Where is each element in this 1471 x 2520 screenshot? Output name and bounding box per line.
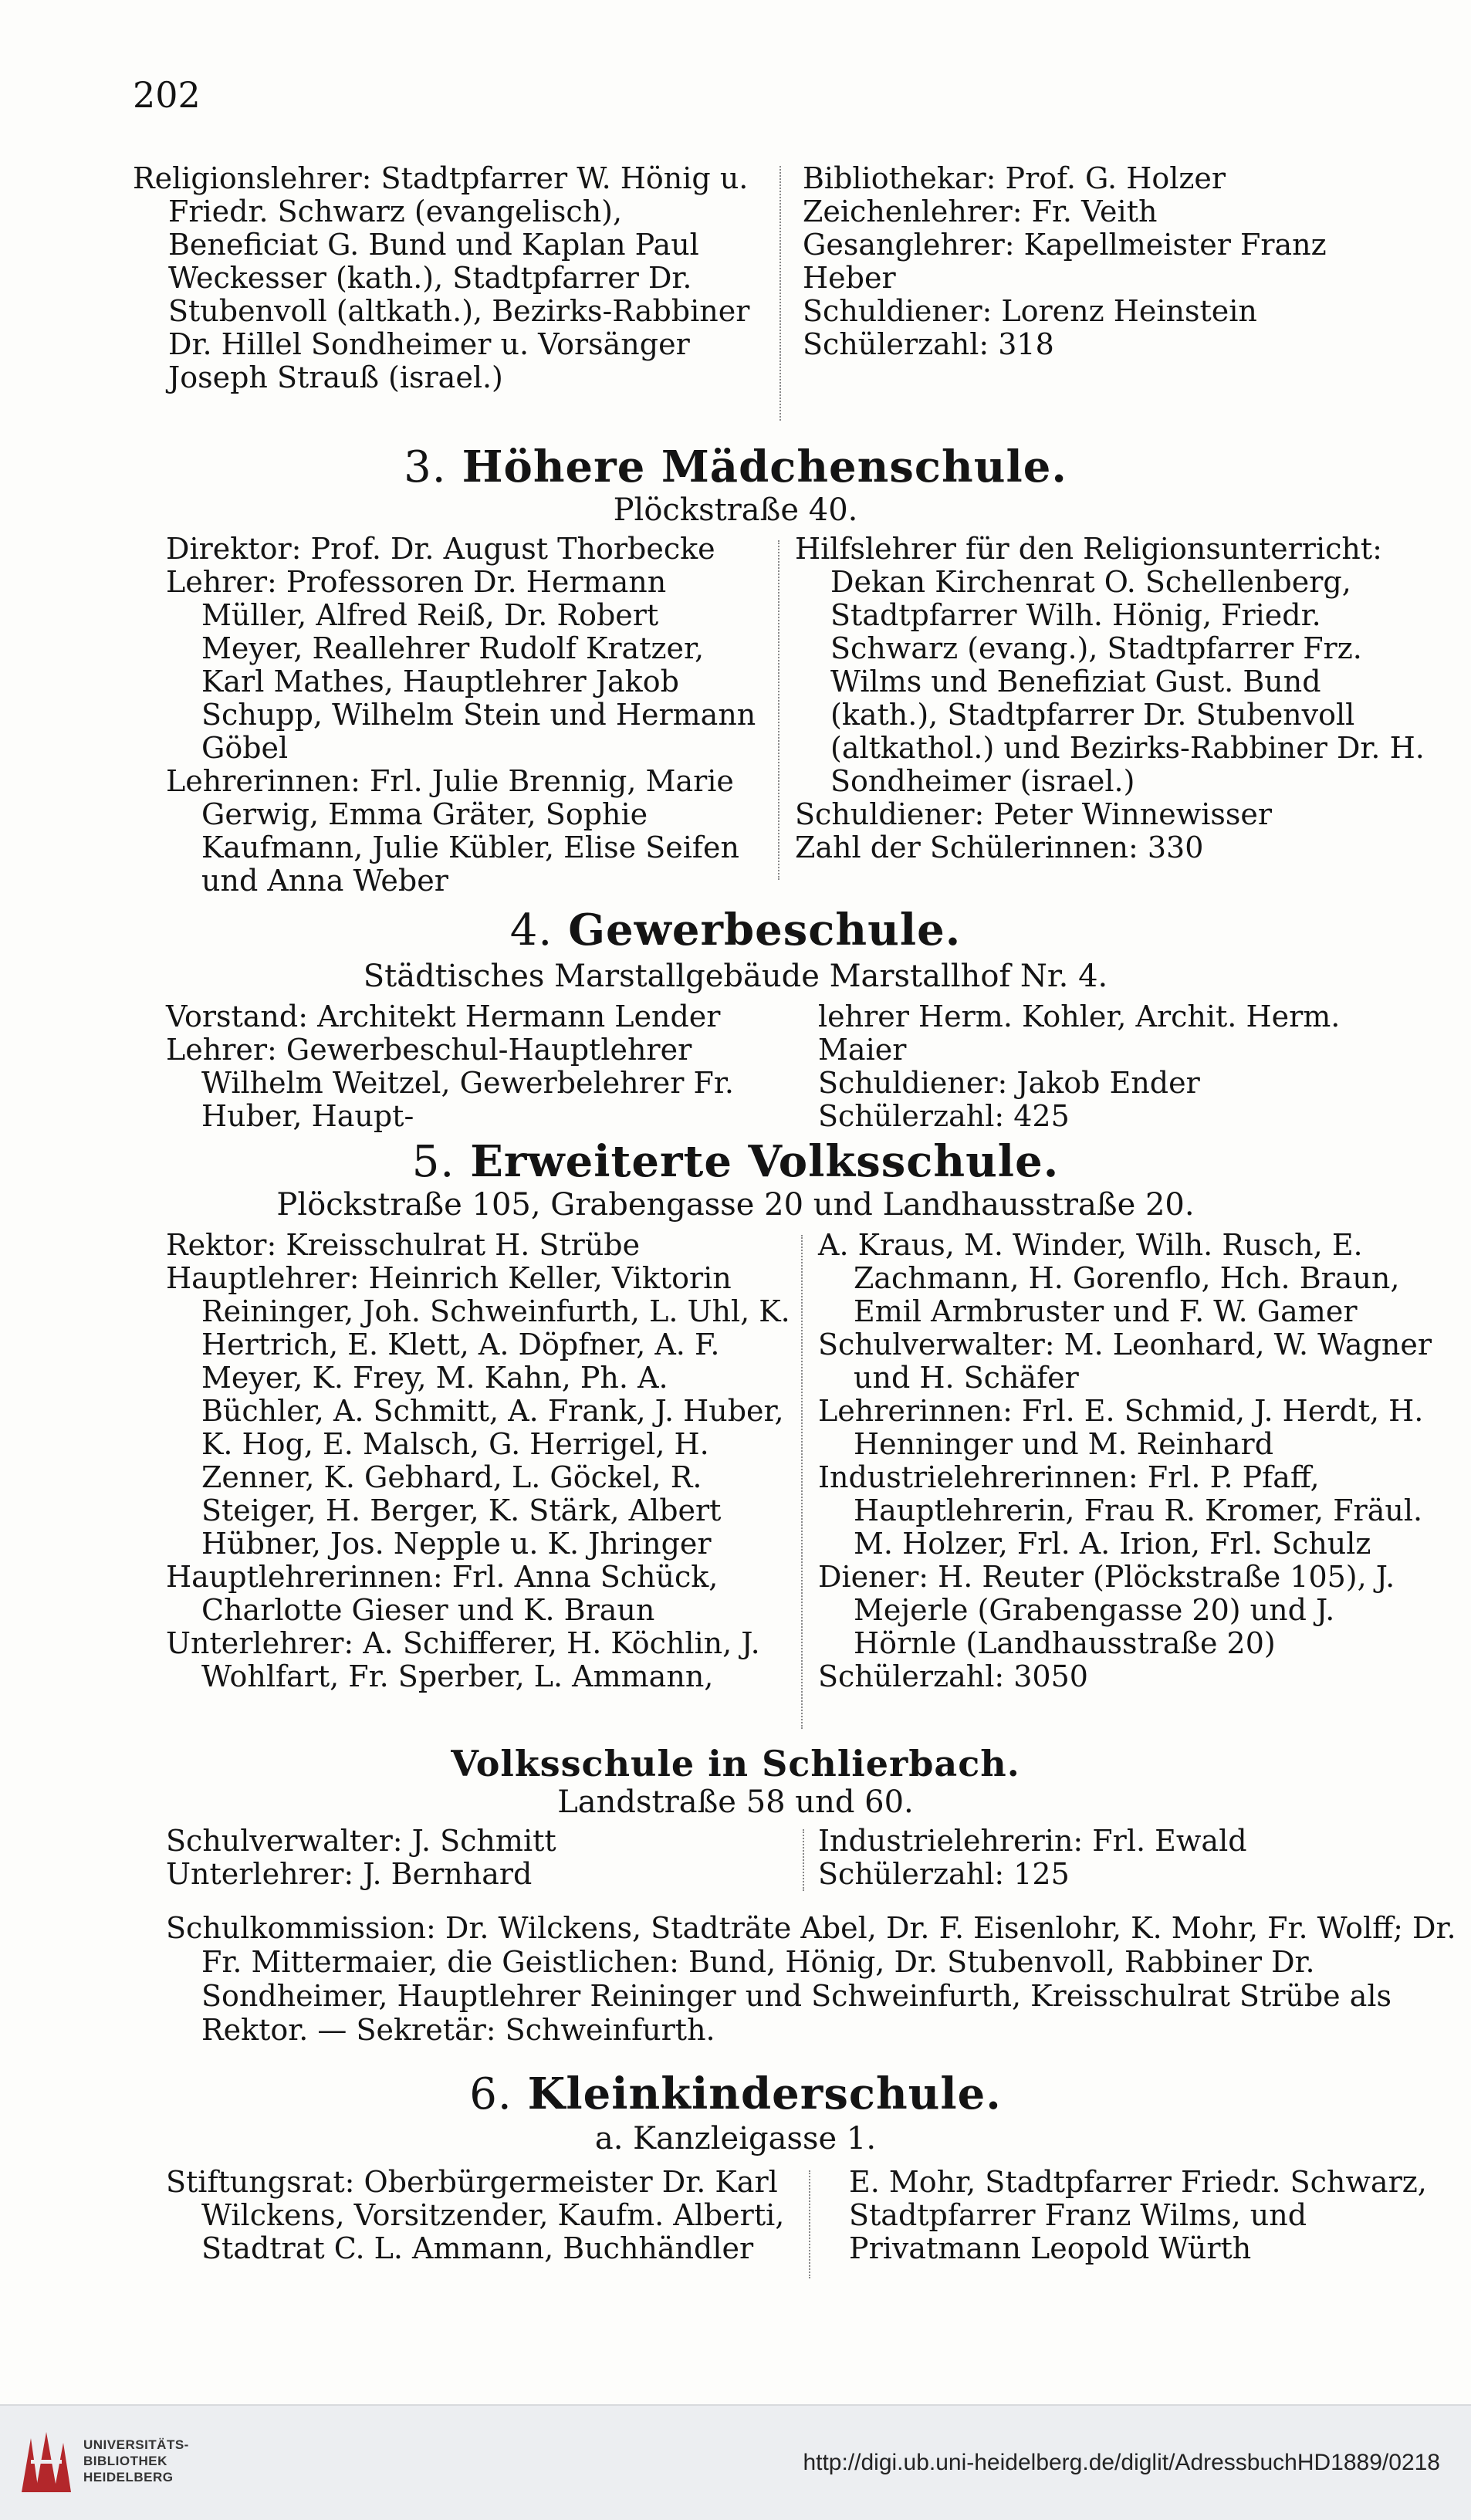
- entry: Lehrerinnen: Frl. Julie Brennig, Marie Gerwig, Emma Gräter, Sophie Kaufmann, Julie Kübler, Elise Seifen und Anna Weber: [166, 764, 739, 898]
- entry: Schülerzahl: 3050: [818, 1659, 1088, 1693]
- subsection-address-schlierbach: Landstraße 58 und 60.: [557, 1784, 914, 1820]
- column-divider: [801, 1235, 803, 1729]
- top-right-column: [803, 162, 1420, 361]
- entry: lehrer Herm. Kohler, Archit. Herm. Maier: [818, 1000, 1341, 1067]
- entry: Stiftungsrat: Oberbürgermeister Dr. Karl Wilckens, Vorsitzender, Kaufm. Alberti, Stadtrat C. L. Ammann, Buchhändler: [166, 2165, 785, 2265]
- entry: Unterlehrer: A. Schifferer, H. Köchlin, J. Wohlfart, Fr. Sperber, L. Ammann,: [166, 1626, 760, 1693]
- schulkommission-paragraph: Schulkommission: Dr. Wilckens, Stadträte Abel, Dr. F. Eisenlohr, K. Mohr, Fr. Wolff; Dr. Fr. Mittermaier, die Geistlichen: Bund, Hönig, Dr. Stubenvoll, Rabbiner Dr. Sondheimer, Hauptlehrer Reininger und Schweinfurth, Kreisschulrat Strübe als Rektor. — Sekretär: Schweinfurth.: [166, 1911, 1456, 2047]
- entry: Schulverwalter: M. Leonhard, W. Wagner und H. Schäfer: [818, 1328, 1432, 1395]
- entry: Industrielehrerin: Frl. Ewald: [818, 1824, 1247, 1858]
- entry: Vorstand: Architekt Hermann Lender: [166, 1000, 721, 1033]
- top-left-column: [133, 162, 773, 394]
- entry: Religionslehrer: Stadtpfarrer W. Hönig u. Friedr. Schwarz (evangelisch), Beneficiat G. Bund und Kaplan Paul Weckesser (kath.), Stadtpfarrer Dr. Stubenvoll (altkath.), Bezirks-Rabbiner Dr. Hillel Sondheimer u. Vorsänger Joseph Strauß (israel.): [133, 161, 750, 394]
- entry: Hauptlehrerinnen: Frl. Anna Schück, Charlotte Gieser und K. Braun: [166, 1560, 719, 1627]
- section-3-right: [795, 533, 1435, 864]
- section-heading-3: 3. Höhere Mädchenschule.: [404, 441, 1067, 492]
- entry: Gesanglehrer: Kapellmeister Franz Heber: [803, 228, 1327, 295]
- footer-bar: [0, 2404, 1471, 2520]
- entry: Schülerzahl: 125: [818, 1857, 1070, 1891]
- section-3-left: [166, 533, 768, 898]
- column-divider: [778, 540, 779, 880]
- subsection-heading-schlierbach: Volksschule in Schlierbach.: [451, 1743, 1020, 1784]
- entry: Zeichenlehrer: Fr. Veith: [803, 194, 1158, 228]
- entry: Schuldiener: Lorenz Heinstein: [803, 294, 1257, 328]
- entry: Bibliothekar: Prof. G. Holzer: [803, 161, 1226, 195]
- entry: Lehrerinnen: Frl. E. Schmid, J. Herdt, H. Henninger und M. Reinhard: [818, 1394, 1424, 1461]
- schlierbach-right: [818, 1825, 1435, 1891]
- section-5-right: [818, 1229, 1435, 1693]
- entry: A. Kraus, M. Winder, Wilh. Rusch, E. Zachmann, H. Gorenflo, Hch. Braun, Emil Armbruster und F. W. Gamer: [818, 1228, 1400, 1328]
- entry: Schuldiener: Jakob Ender: [818, 1066, 1200, 1100]
- entry: Hilfslehrer für den Religionsunterricht: Dekan Kirchenrat O. Schellenberg, Stadtpfarrer Wilh. Hönig, Friedr. Schwarz (evang.), Stadtpfarrer Frz. Wilms und Benefiziat Gust. Bund (kath.), Stadtpfarrer Dr. Stubenvoll (altkathol.) und Bezirks-Rabbiner Dr. H. Sondheimer (israel.): [795, 532, 1425, 798]
- library-logo-text: UNIVERSITÄTS- BIBLIOTHEK HEIDELBERG: [83, 2437, 189, 2484]
- entry: Lehrer: Professoren Dr. Hermann Müller, Alfred Reiß, Dr. Robert Meyer, Reallehrer Rudolf Kratzer, Karl Mathes, Hauptlehrer Jakob Schupp, Wilhelm Stein und Hermann Göbel: [166, 565, 756, 765]
- entry: Rektor: Kreisschulrat H. Strübe: [166, 1228, 641, 1262]
- column-divider: [809, 2170, 810, 2278]
- entry: Unterlehrer: J. Bernhard: [166, 1857, 533, 1891]
- university-library-logo-icon: [15, 2429, 77, 2498]
- section-address-6: a. Kanzleigasse 1.: [594, 2121, 877, 2156]
- section-5-left: [166, 1229, 791, 1693]
- section-address-5: Plöckstraße 105, Grabengasse 20 und Landhausstraße 20.: [276, 1187, 1195, 1223]
- section-6-left: [166, 2166, 791, 2265]
- entry: Diener: H. Reuter (Plöckstraße 105), J. Mejerle (Grabengasse 20) und J. Hörnle (Landhausstraße 20): [818, 1560, 1395, 1660]
- entry: Industrielehrerinnen: Frl. P. Pfaff, Hauptlehrerin, Frau R. Kromer, Fräul. M. Holzer, Frl. A. Irion, Frl. Schulz: [818, 1460, 1423, 1561]
- entry: Schuldiener: Peter Winnewisser: [795, 797, 1273, 831]
- section-6-right: [849, 2166, 1443, 2265]
- section-heading-5: 5. Erweiterte Volksschule.: [411, 1136, 1060, 1187]
- page-number: 202: [133, 74, 201, 116]
- entry: Lehrer: Gewerbeschul-Hauptlehrer Wilhelm Weitzel, Gewerbelehrer Fr. Huber, Haupt-: [166, 1033, 734, 1133]
- entry: Schülerzahl: 318: [803, 327, 1054, 361]
- entry: E. Mohr, Stadtpfarrer Friedr. Schwarz, Stadtpfarrer Franz Wilms, und Privatmann Leopold Würth: [849, 2165, 1427, 2265]
- entry: Zahl der Schülerinnen: 330: [795, 830, 1204, 864]
- section-address-4: Städtisches Marstallgebäude Marstallhof Nr. 4.: [363, 959, 1108, 994]
- source-url[interactable]: http://digi.ub.uni-heidelberg.de/diglit/AdressbuchHD1889/0218: [803, 2450, 1440, 2475]
- column-divider: [779, 166, 781, 421]
- section-4-right: [818, 1000, 1435, 1133]
- entry: Schulverwalter: J. Schmitt: [166, 1824, 556, 1858]
- entry: Direktor: Prof. Dr. August Thorbecke: [166, 532, 715, 566]
- schlierbach-left: [166, 1825, 783, 1891]
- entry: Schülerzahl: 425: [818, 1099, 1070, 1133]
- column-divider: [803, 1829, 804, 1891]
- section-address-3: Plöckstraße 40.: [613, 492, 858, 528]
- section-4-left: [166, 1000, 783, 1133]
- section-heading-4: 4. Gewerbeschule.: [509, 905, 962, 956]
- entry: Hauptlehrer: Heinrich Keller, Viktorin Reininger, Joh. Schweinfurth, L. Uhl, K. Hertrich, E. Klett, A. Döpfner, A. F. Meyer, K. Frey, M. Kahn, Ph. A. Büchler, A. Schmitt, A. Frank, J. Huber, K. Hog, E. Malsch, G. Herrigel, H. Zenner, K. Gebhard, L. Göckel, R. Steiger, H. Berger, K. Stärk, Albert Hübner, Jos. Nepple u. K. Jhringer: [166, 1261, 790, 1561]
- section-heading-6: 6. Kleinkinderschule.: [469, 2068, 1002, 2119]
